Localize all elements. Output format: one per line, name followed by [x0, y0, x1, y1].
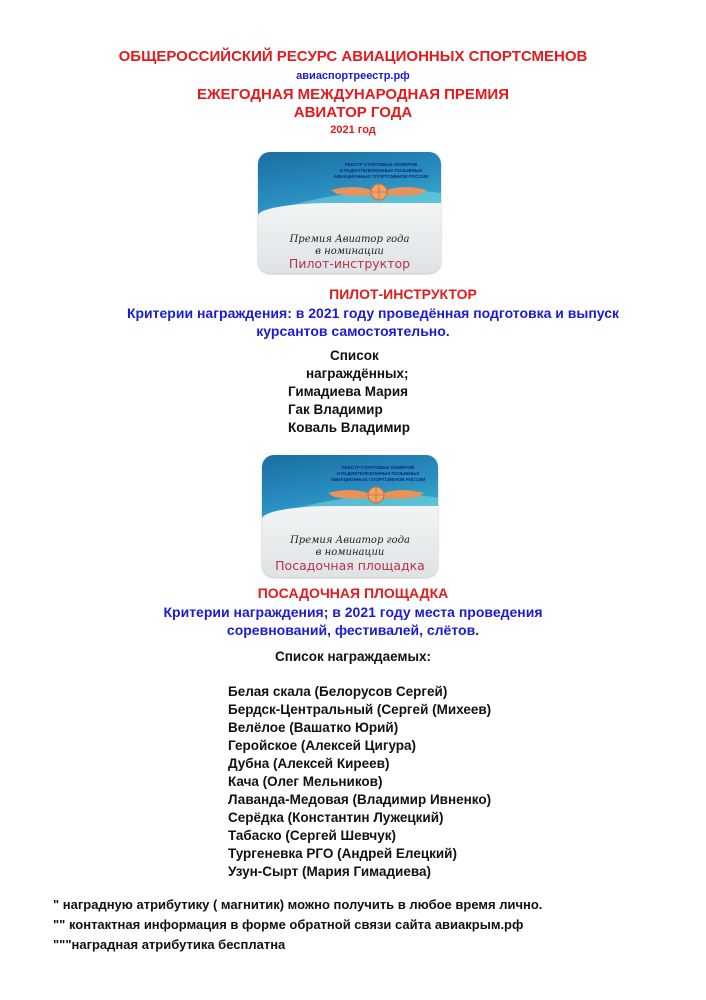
criteria-line2: курсантов самостоятельно.	[256, 323, 450, 339]
footnote-1: " наградную атрибутику ( магнитик) можно получить в любое время лично.	[53, 897, 543, 912]
footnote-2: "" контактная информация в форме обратной связи сайта авиакрым.рф	[53, 917, 524, 932]
list-title-line1: Список	[330, 348, 379, 363]
list-item: Лаванда-Медовая (Владимир Ивненко)	[228, 792, 492, 807]
list-item: Гак Владимир	[288, 402, 383, 417]
card-nomination: Посадочная площадка	[275, 558, 425, 573]
list-item: Узун-Сырт (Мария Гимадиева)	[228, 864, 431, 879]
list-item: Дубна (Алексей Киреев)	[228, 756, 390, 771]
card-script-line1: Премия Авиатор года	[289, 234, 410, 245]
section-title-landing-site: ПОСАДОЧНАЯ ПЛОЩАДКА	[257, 585, 449, 601]
list-item: Табаско (Сергей Шевчук)	[228, 828, 396, 843]
list-item: Кача (Олег Мельников)	[228, 774, 383, 789]
criteria-line1: Критерии награждения: в 2021 году проведённая подготовка и выпуск	[126, 305, 620, 321]
card-header-text: РЕЕСТР СТАРТОВЫХ НОМЕРОВ И РАДИОТЕЛЕФОННЫХ ПОЗЫВНЫХ АВИАЦИОННЫХ СПОРТСМЕНОВ РОССИИ	[333, 162, 429, 179]
list-item: Серёдка (Константин Лужецкий)	[228, 810, 444, 825]
list-item: Геройское (Алексей Цигура)	[228, 738, 417, 753]
list-item: Гимадиева Мария	[288, 384, 409, 399]
footnote-3: """наградная атрибутика бесплатна	[53, 937, 286, 952]
criteria-line2: соревнований, фестивалей, слётов.	[226, 622, 480, 638]
award-card-image-pilot-instructor	[258, 152, 441, 273]
card-script-line2: в номинации	[315, 246, 384, 257]
card-script-line1: Премия Авиатор года	[290, 535, 410, 546]
section-title-pilot-instructor: ПИЛОТ-ИНСТРУКТОР	[329, 286, 477, 302]
wings-emblem-icon	[329, 182, 429, 202]
list-item: Тургеневка РГО (Андрей Елецкий)	[228, 846, 457, 861]
org-title: ОБЩЕРОССИЙСКИЙ РЕСУРС АВИАЦИОННЫХ СПОРТСМЕНОВ	[118, 48, 588, 65]
award-subtitle: АВИАТОР ГОДА	[293, 104, 413, 121]
list-item: Бердск-Центральный (Сергей (Михеев)	[228, 702, 492, 717]
wings-emblem-icon	[326, 485, 426, 505]
list-item: Велёлое (Вашатко Юрий)	[228, 720, 399, 735]
list-title: Список награждаемых:	[274, 649, 431, 664]
card-script-line2: в номинации	[315, 547, 385, 558]
criteria-line1: Критерии награждения; в 2021 году места проведения	[163, 604, 543, 620]
card-nomination: Пилот-инструктор	[288, 256, 411, 271]
recipients-list-pilot	[288, 383, 410, 437]
award-title: ЕЖЕГОДНАЯ МЕЖДУНАРОДНАЯ ПРЕМИЯ	[197, 86, 509, 103]
footnotes	[53, 895, 542, 955]
site-link[interactable]: авиаспортреестр.рф	[296, 70, 410, 82]
award-card-image-landing-site	[262, 455, 438, 577]
card-header-text: РЕЕСТР СТАРТОВЫХ НОМЕРОВ И РАДИОТЕЛЕФОННЫХ ПОЗЫВНЫХ АВИАЦИОННЫХ СПОРТСМЕНОВ РОССИИ	[330, 465, 426, 482]
recipients-list-landing	[228, 683, 491, 881]
year: 2021 год	[330, 124, 376, 136]
list-title-line2: награждённых;	[306, 366, 409, 381]
list-item: Белая скала (Белорусов Сергей)	[228, 684, 448, 699]
list-item: Коваль Владимир	[288, 420, 410, 435]
